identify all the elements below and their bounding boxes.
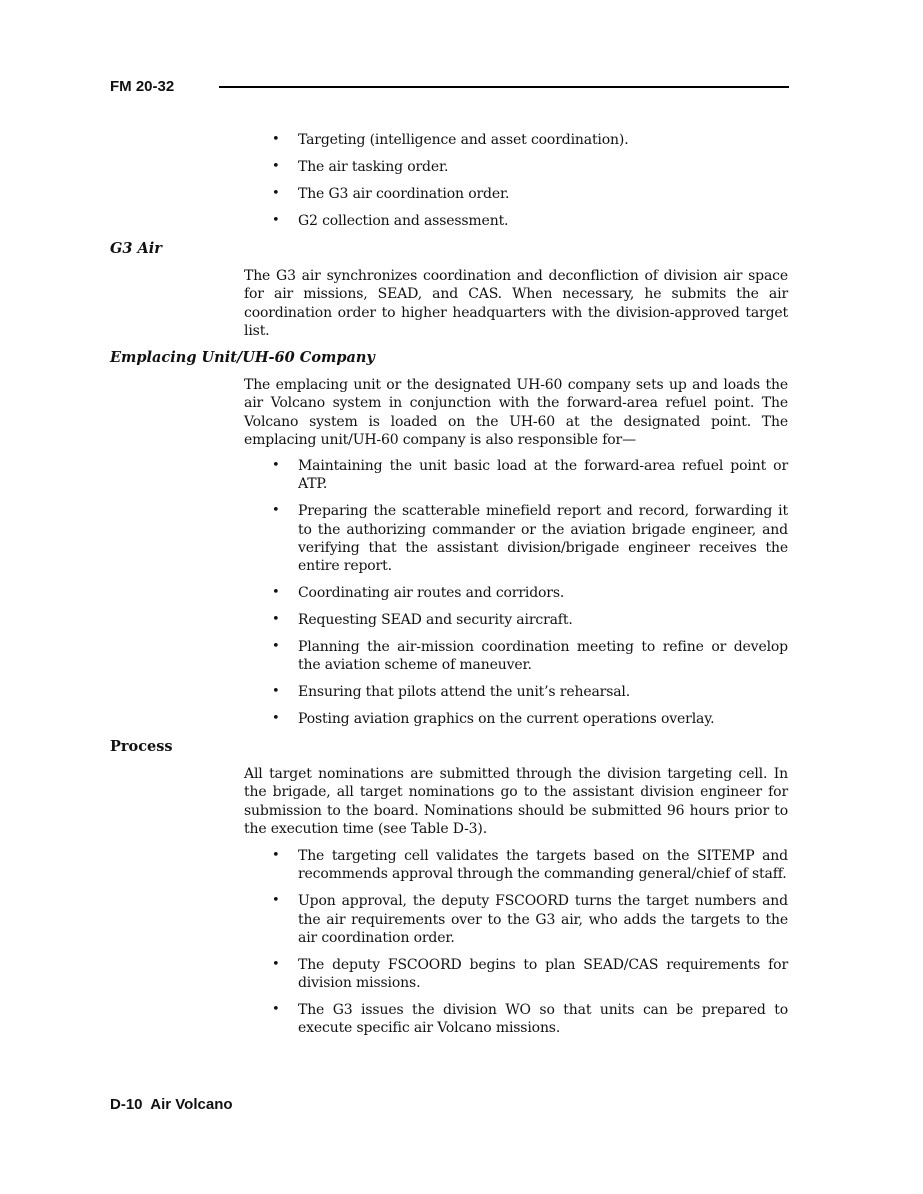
list-item: • Maintaining the unit basic load at the forward-area refuel point or ATP.	[272, 458, 788, 493]
list-item: • Ensuring that pilots attend the unit’s rehearsal.	[272, 684, 631, 701]
section-heading-g3-air: G3 Air	[110, 240, 162, 257]
bullet-icon: •	[272, 503, 280, 519]
list-item: • The targeting cell validates the targets based on the SITEMP and recommends approval through the commanding general/chief of staff.	[272, 848, 788, 883]
bullet-icon: •	[272, 612, 280, 628]
page-header-doc-id: FM 20-32	[110, 78, 175, 95]
emplacing-unit-bullet-list	[270, 457, 788, 729]
bullet-icon: •	[272, 185, 280, 201]
g3-air-paragraph: The G3 air synchronizes coordination and deconfliction of division air space for air missions, SEAD, and CAS. When necessary, he submits the air coordination order to higher headquarters with the division-approved target list.	[244, 268, 788, 339]
bullet-icon: •	[272, 711, 280, 727]
list-item: • The deputy FSCOORD begins to plan SEAD/CAS requirements for division missions.	[272, 956, 788, 992]
list-item: • Posting aviation graphics on the current operations overlay.	[272, 711, 715, 728]
intro-bullet-list	[270, 131, 788, 230]
bullet-icon: •	[272, 956, 280, 972]
bullet-icon: •	[272, 893, 280, 909]
list-item: • G2 collection and assessment.	[272, 212, 509, 229]
list-item: • Preparing the scatterable minefield report and record, forwarding it to the authorizing commander or the aviation brigade engineer, and verifying that the assistant division/brigade engineer receives the entire report.	[272, 503, 788, 575]
page-footer-label: D-10 Air Volcano	[110, 1096, 233, 1113]
process-bullet-list	[270, 847, 788, 1038]
process-paragraph: All target nominations are submitted through the division targeting cell. In the brigade, all target nominations go to the assistant division engineer for submission to the board. Nominations should be submitted 96 hours prior to the execution time (see Table D-3).	[244, 766, 788, 837]
header-rule	[219, 86, 789, 88]
list-item: • Targeting (intelligence and asset coordination).	[272, 132, 629, 148]
bullet-icon: •	[272, 684, 280, 700]
bullet-icon: •	[272, 585, 280, 601]
bullet-icon: •	[272, 1002, 280, 1018]
list-item: • The G3 issues the division WO so that units can be prepared to execute specific air Volcano missions.	[272, 1002, 788, 1037]
list-item: • The G3 air coordination order.	[272, 185, 510, 202]
section-heading-process: Process	[110, 738, 173, 755]
emplacing-unit-paragraph: The emplacing unit or the designated UH-60 company sets up and loads the air Volcano system in conjunction with the forward-area refuel point. The Volcano system is loaded on the UH-60 at the designated point. The emplacing unit/UH-60 company is also responsible for—	[244, 377, 788, 448]
list-item: • Requesting SEAD and security aircraft.	[272, 612, 573, 629]
list-item: • Planning the air-mission coordination meeting to refine or develop the aviation scheme of maneuver.	[272, 639, 788, 674]
bullet-icon: •	[272, 639, 280, 655]
section-heading-emplacing-unit: Emplacing Unit/UH-60 Company	[110, 349, 375, 366]
bullet-icon: •	[272, 158, 280, 174]
list-item: • The air tasking order.	[272, 158, 449, 175]
bullet-icon: •	[272, 212, 280, 228]
list-item: • Upon approval, the deputy FSCOORD turns the target numbers and the air requirements over to the G3 air, who adds the targets to the air coordination order.	[272, 893, 788, 946]
bullet-icon: •	[272, 458, 280, 473]
bullet-icon: •	[272, 848, 280, 863]
list-item: • Coordinating air routes and corridors.	[272, 585, 565, 602]
bullet-icon: •	[272, 132, 280, 147]
